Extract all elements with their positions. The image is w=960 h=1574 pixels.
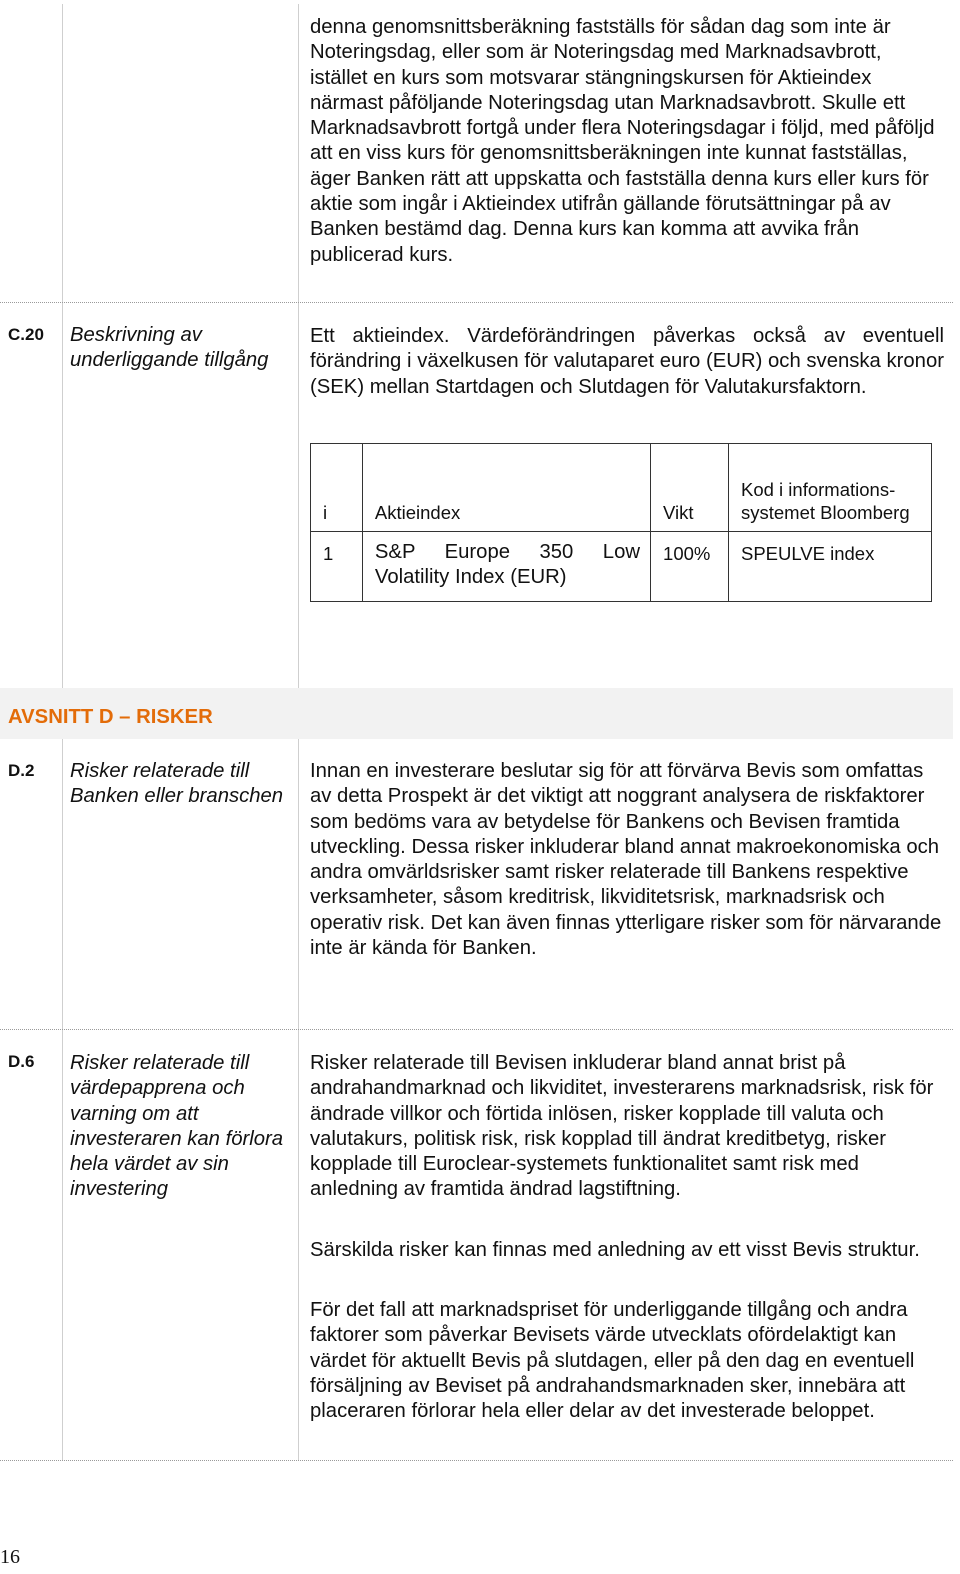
element-label-d6: Risker relaterade till värdepapprena och varning om att investeraren kan förlora hela värdet av sin investering xyxy=(70,1052,284,1201)
row-divider xyxy=(0,1029,953,1030)
element-code-c20: C.20 xyxy=(8,325,44,344)
column-divider xyxy=(62,4,63,688)
table-header-cell: Aktieindex xyxy=(362,444,650,532)
row-divider xyxy=(0,302,953,303)
d2-description-text: Innan en investerare beslutar sig för att förvärva Bevis som omfattas av detta Prospekt är det viktigt att noggrant analysera de riskfaktorer som bedöms vara av betydelse för Bankens och Bevisen framtida utveckling. Dessa risker inkluderar bland annat makroekonomiska och andra omvärldsrisker samt risker relaterade till Bankens respektive verksamheter, såsom kreditrisk, likviditetsrisk, marknadsrisk och operativ risk. Det kan även finnas ytterligare risker som för närvarande inte är kända för Banken. xyxy=(310,760,942,960)
element-code-d2: D.2 xyxy=(8,761,35,780)
element-code-d6: D.6 xyxy=(8,1052,35,1071)
d6-paragraph: För det fall att marknadspriset för underliggande tillgång och andra faktorer som påverkar Bevisets värde utvecklats ofördelaktigt kan värdet för aktuellt Bevis på slutdagen, eller på den dag en eventuell försäljning av Beviset på andrahandsmarknaden sker, innebära att placeraren förlorar hela eller delar av det investerade beloppet. xyxy=(310,1299,915,1423)
table-cell: 100% xyxy=(651,532,729,602)
c20-description-text: Ett aktieindex. Värdeförändringen påverkas också av eventuell förändring i växelkusen för valutaparet euro (EUR) och svenska kronor (SEK) mellan Startdagen och Slutdagen för Valutakursfaktorn. xyxy=(310,325,944,398)
c20-continuation-text: denna genomsnittsberäkning fastställs för sådan dag som inte är Noteringsdag, eller som är Noteringsdag med Marknadsavbrott, istället en kurs som motsvarar stängningskursen för Aktieindex närmast påföljande Noteringsdag utan Marknadsavbrott. Skulle ett Marknadsavbrott fortgå under flera Noteringsdagar i följd, med påföljd att en viss kurs för genomsnittsberäkningen inte kunnat fastställas, äger Banken rätt att uppskatta och fastställa denna kurs eller kurs för aktie som ingår i Aktieindex utifrån gällande förutsättningar på av Banken bestämd dag. Denna kurs kan komma att avvika från publicerad kurs. xyxy=(310,16,935,266)
element-label-d2: Risker relaterade till Banken eller branschen xyxy=(70,760,284,808)
table-row xyxy=(311,532,932,602)
d6-paragraph: Risker relaterade till Bevisen inkluderar bland annat brist på andrahandmarknad och likviditet, investerarens marknadsrisk, risk för ändrade villkor och förtida inlösen, risker kopplade till valuta och valutakurs, politisk risk, risk kopplad till ändrat kreditbetyg, risker kopplade till Euroclear-systemets funktionalitet samt risk med anledning av framtida ändrad lagstiftning. xyxy=(310,1052,934,1201)
d6-paragraph: Särskilda risker kan finnas med anledning av ett visst Bevis struktur. xyxy=(310,1239,920,1261)
row-divider xyxy=(0,1460,953,1461)
table-cell: SPEULVE index xyxy=(729,532,932,602)
index-table xyxy=(310,443,932,602)
column-divider xyxy=(298,4,299,688)
table-header-cell: Kod i informations-systemet Bloomberg xyxy=(729,444,932,532)
element-label-c20: Beskrivning av underliggande tillgång xyxy=(70,324,269,372)
table-header-cell: i xyxy=(311,444,363,532)
table-cell: 1 xyxy=(311,532,363,602)
page-number: 16 xyxy=(0,1546,20,1568)
table-header-cell: Vikt xyxy=(651,444,729,532)
table-cell: S&P Europe 350 Low Volatility Index (EUR) xyxy=(362,532,650,602)
column-divider xyxy=(62,739,63,1461)
section-title: AVSNITT D – RISKER xyxy=(8,706,213,728)
column-divider xyxy=(298,739,299,1461)
table-header-row xyxy=(311,444,932,532)
